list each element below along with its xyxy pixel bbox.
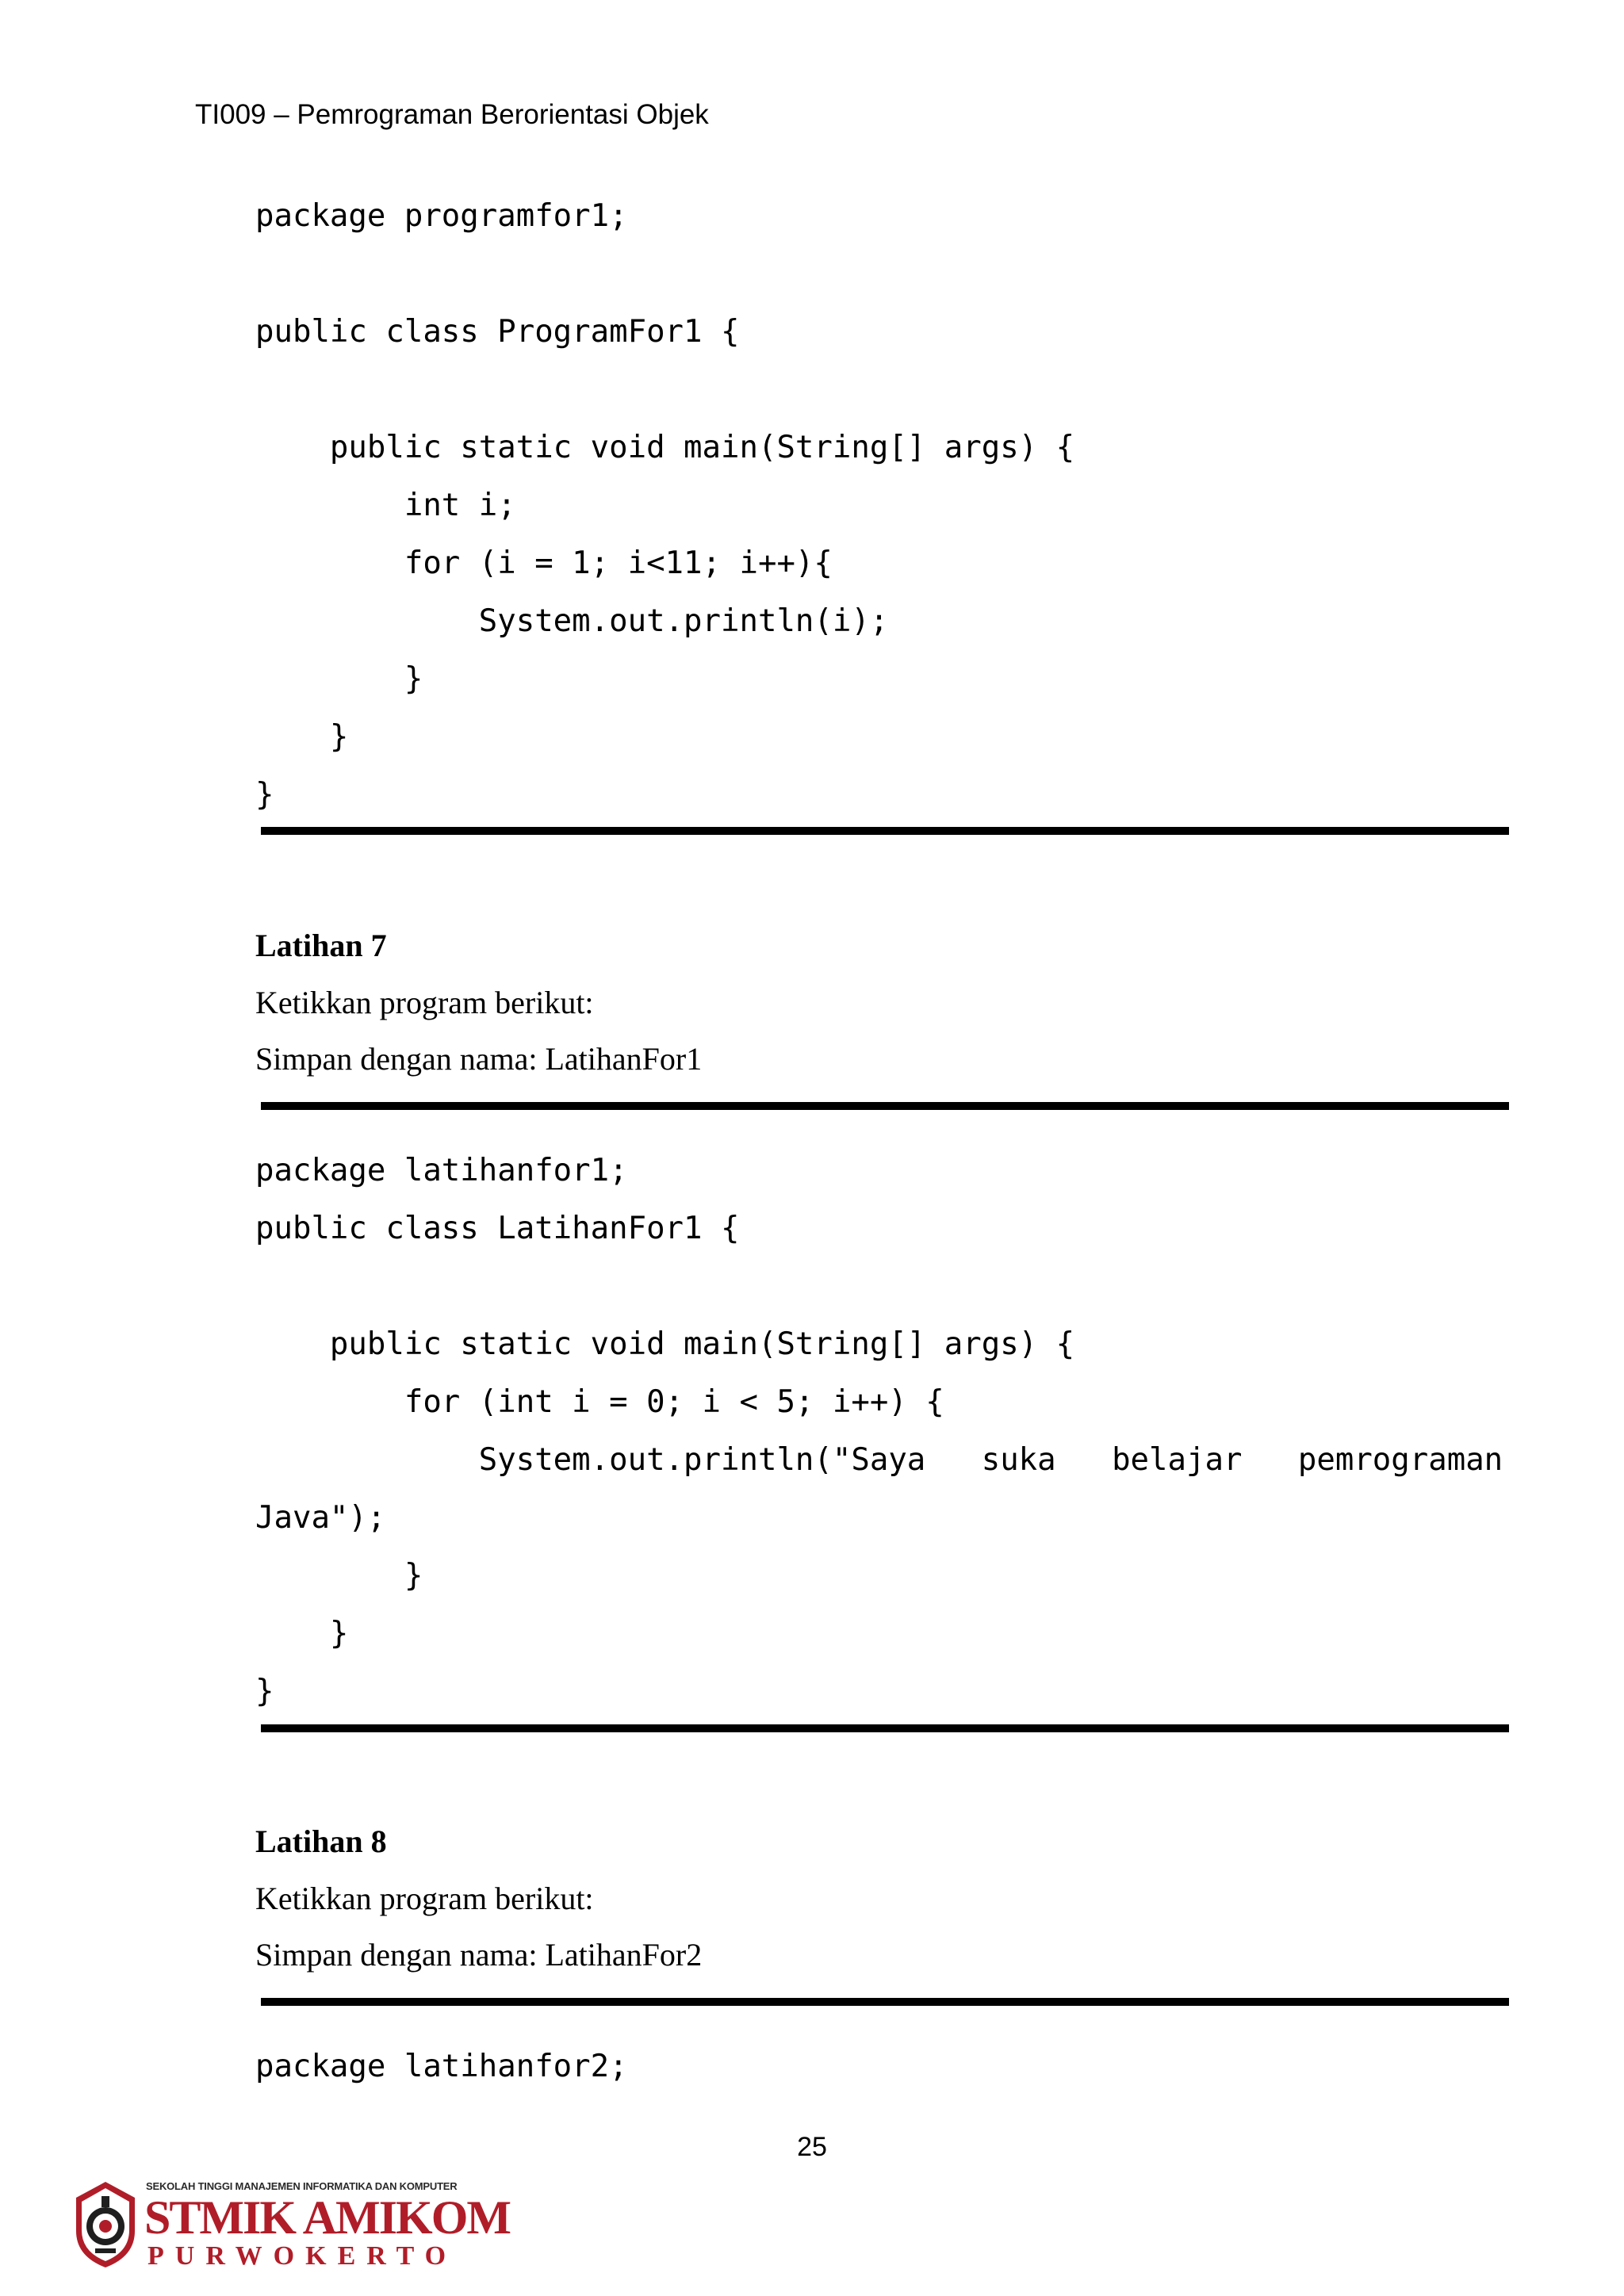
code-line: } [255, 1674, 274, 1709]
section-divider [261, 827, 1509, 835]
latihan-8-save-as: Simpan dengan nama: LatihanFor2 [255, 1937, 703, 1973]
latihan-7-heading: Latihan 7 [255, 928, 387, 963]
code-line: public static void main(String[] args) { [255, 1326, 1075, 1362]
latihan-7-save-as: Simpan dengan nama: LatihanFor1 [255, 1041, 703, 1077]
latihan-8-heading: Latihan 8 [255, 1823, 387, 1859]
code-line: package latihanfor2; [255, 2049, 628, 2084]
section-divider [261, 1724, 1509, 1732]
latihan-7-instruction: Ketikkan program berikut: [255, 985, 594, 1020]
latihan-8-instruction: Ketikkan program berikut: [255, 1881, 594, 1916]
code-line: package programfor1; [255, 198, 628, 234]
amikom-emblem-icon [71, 2180, 140, 2269]
page-header-title: TI009 – Pemrograman Berorientasi Objek [195, 99, 709, 130]
code-line: } [255, 777, 274, 813]
code-line: } [255, 719, 349, 755]
page-number: 25 [797, 2132, 827, 2162]
code-line: for (int i = 0; i < 5; i++) { [255, 1384, 944, 1420]
code-line: Java"); [255, 1500, 386, 1536]
amikom-logo [71, 2179, 511, 2274]
logo-tagline: SEKOLAH TINGGI MANAJEMEN INFORMATIKA DAN KOMPUTER [146, 2180, 458, 2192]
code-line: } [255, 661, 423, 697]
logo-city: PURWOKERTO [147, 2241, 458, 2271]
code-line: } [255, 1558, 423, 1594]
code-line: public class LatihanFor1 { [255, 1211, 740, 1246]
code-line: public static void main(String[] args) { [255, 430, 1075, 465]
logo-name: STMIK AMIKOM [144, 2191, 511, 2244]
code-line: } [255, 1616, 349, 1651]
section-divider [261, 1102, 1509, 1110]
code-line: int i; [255, 488, 516, 523]
code-line: for (i = 1; i<11; i++){ [255, 545, 833, 581]
code-line: public class ProgramFor1 { [255, 314, 740, 350]
section-divider [261, 1998, 1509, 2006]
code-line: System.out.println(i); [255, 603, 889, 639]
code-line: System.out.println("Saya suka belajar pemrograman [255, 1442, 1503, 1478]
code-line: package latihanfor1; [255, 1153, 628, 1188]
